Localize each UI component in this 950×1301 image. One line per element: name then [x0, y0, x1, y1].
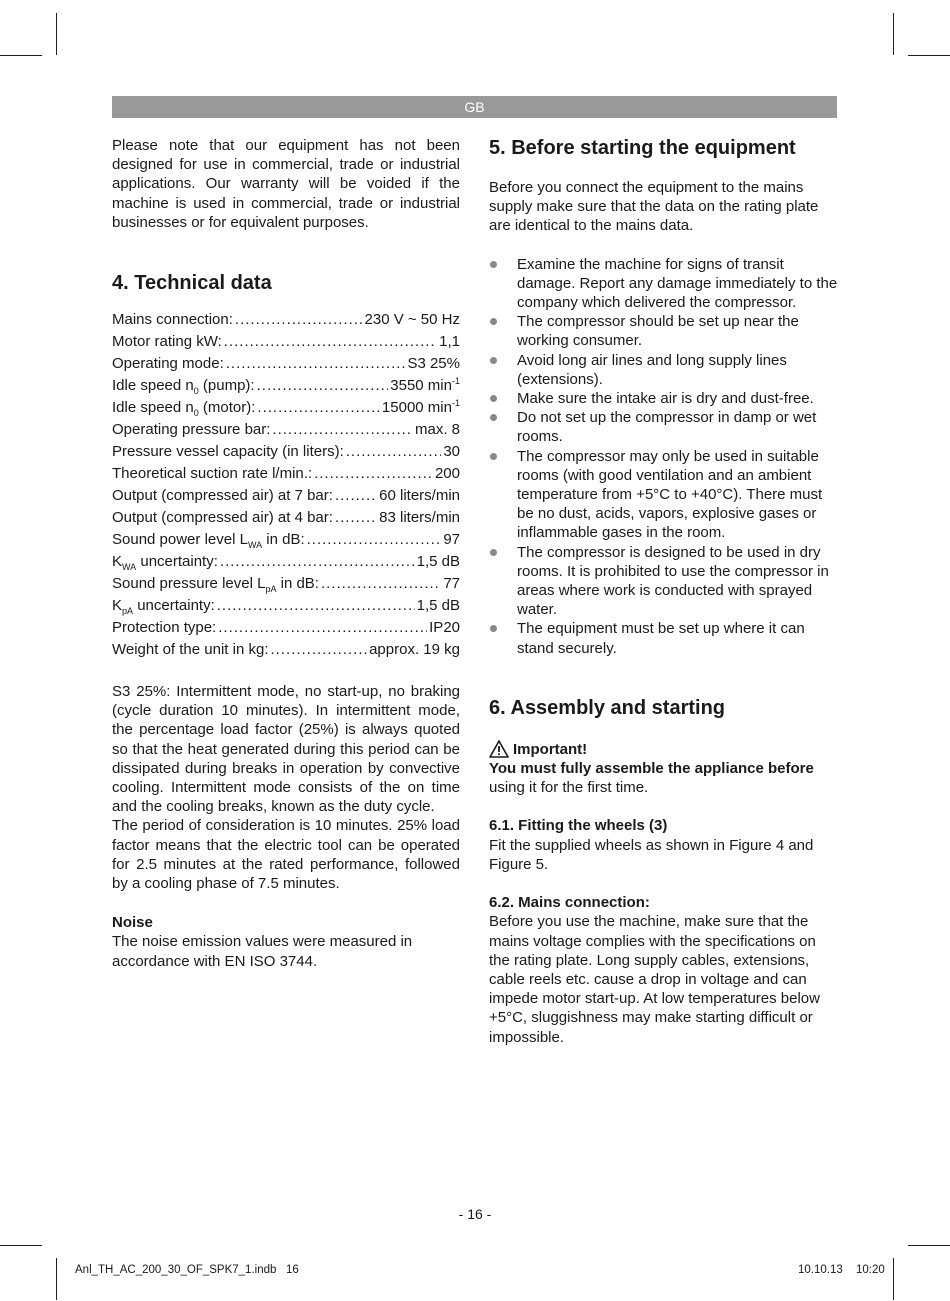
- subsection-6-2-text: Before you use the machine, make sure that the mains voltage complies with the specifications on the rating plate. Long supply cables, extensions, cable reels etc. cause a drop in voltage and can impede motor start-up. At low temperatures below +5°C, sluggishness may make starting difficult or impossible.: [489, 913, 820, 1046]
- label-subscript: pA: [122, 606, 134, 617]
- leader-dots: [335, 485, 377, 507]
- spec-value: 1,5 dB: [416, 597, 460, 615]
- label-text: K: [112, 553, 123, 571]
- label-text: Idle speed n: [112, 399, 194, 417]
- spec-row: [112, 441, 460, 463]
- label-text: Idle speed n: [112, 377, 194, 395]
- spec-value: 97: [443, 531, 460, 549]
- label-subscript: pA: [265, 584, 277, 595]
- list-item: Do not set up the compressor in damp or wet rooms.: [489, 408, 839, 446]
- label-text: Sound pressure level L: [112, 575, 266, 593]
- spec-label: [112, 375, 255, 397]
- leader-dots: [272, 419, 413, 441]
- spec-value: 83 liters/min: [379, 509, 460, 527]
- section-5-intro: Before you connect the equipment to the mains supply make sure that the data on the rating plate are identical to the mains data.: [489, 179, 819, 235]
- spec-row: [112, 551, 460, 573]
- subsection-6-2-title: 6.2. Mains connection:: [489, 894, 650, 912]
- spec-value: 200: [434, 465, 460, 483]
- spec-row: [112, 375, 460, 397]
- spec-value: 30: [443, 443, 460, 461]
- label-text: in dB:: [262, 531, 305, 549]
- crop-mark: [0, 1245, 42, 1246]
- technical-data-table: [112, 309, 460, 661]
- label-text: (pump):: [198, 377, 255, 395]
- subsection-6-1-title: 6.1. Fitting the wheels (3): [489, 817, 668, 835]
- language-header-bar: [112, 96, 837, 118]
- spec-value: IP20: [429, 619, 460, 637]
- crop-mark: [908, 55, 950, 56]
- spec-label: Operating pressure bar:: [112, 421, 271, 439]
- spec-row: [112, 397, 460, 419]
- leader-dots: [217, 595, 415, 617]
- spec-label: Pressure vessel capacity (in liters):: [112, 443, 344, 461]
- precaution-list: [489, 255, 839, 658]
- label-text: (motor):: [198, 399, 256, 417]
- value-superscript: -1: [451, 398, 460, 409]
- spec-value: [382, 397, 460, 419]
- spec-label: Protection type:: [112, 619, 217, 637]
- label-text: Sound power level L: [112, 531, 248, 549]
- leader-dots: [235, 309, 363, 331]
- section-4-title: 4. Technical data: [112, 272, 272, 295]
- spec-label: Output (compressed air) at 4 bar:: [112, 509, 333, 527]
- subsection-6-1-text: Fit the supplied wheels as shown in Figure 4 and Figure 5.: [489, 836, 814, 873]
- leader-dots: [218, 617, 427, 639]
- crop-mark: [56, 13, 57, 55]
- spec-row: [112, 617, 460, 639]
- leader-dots: [346, 441, 442, 463]
- s3-explanation: S3 25%: Intermittent mode, no start-up, no braking (cycle duration 10 minutes). In intermittent mode, the percentage load factor (25%) is always quoted so that the heat generated during this period can be dissipated during breaks in operation by convective cooling. Intermittent mode consists of the on time and the cooling breaks, known as the duty cycle.: [112, 683, 460, 816]
- period-explanation: The period of consideration is 10 minutes. 25% load factor means that the electric tool can be operated for 2.5 minutes at the rated performance, followed by a cooling phase of 7.5 minutes.: [112, 817, 460, 893]
- spec-row: [112, 485, 460, 507]
- spec-row: [112, 507, 460, 529]
- crop-mark: [0, 55, 42, 56]
- noise-title: Noise: [112, 914, 153, 932]
- leader-dots: [226, 353, 406, 375]
- spec-value: 60 liters/min: [379, 487, 460, 505]
- important-text-bold: You must fully assemble the appliance before: [489, 760, 814, 778]
- label-subscript: WA: [122, 562, 137, 573]
- spec-row: [112, 353, 460, 375]
- value-text: 15000 min: [381, 399, 452, 417]
- language-code: GB: [464, 99, 485, 115]
- spec-label: [112, 397, 255, 419]
- crop-mark: [908, 1245, 950, 1246]
- intro-paragraph: Please note that our equipment has not been designed for use in commercial, trade or industrial applications. Our warranty will be voided if the machine is used in commercial, trade or industrial businesses or for equivalent purposes.: [112, 137, 460, 231]
- crop-mark: [893, 1258, 894, 1300]
- important-label: Important!: [513, 740, 588, 758]
- left-column: [112, 136, 460, 971]
- label-text: uncertainty:: [136, 553, 218, 571]
- spec-label: Mains connection:: [112, 311, 233, 329]
- spec-label: Operating mode:: [112, 355, 224, 373]
- spec-value: [390, 375, 460, 397]
- spec-row: [112, 529, 460, 551]
- spec-label: Weight of the unit in kg:: [112, 641, 269, 659]
- spec-label: Motor rating kW:: [112, 333, 222, 351]
- label-subscript: 0: [193, 386, 199, 397]
- spec-label: Theoretical suction rate l/min.:: [112, 465, 313, 483]
- spec-row: [112, 331, 460, 353]
- footer-file-name: Anl_TH_AC_200_30_OF_SPK7_1.indb 16: [75, 1264, 299, 1276]
- spec-row: [112, 639, 460, 661]
- spec-value: 1,1: [439, 333, 460, 351]
- value-text: 3550 min: [390, 377, 452, 395]
- spec-value: 230 V ~ 50 Hz: [364, 311, 460, 329]
- footer-date: 10.10.13: [798, 1264, 843, 1276]
- label-text: in dB:: [276, 575, 319, 593]
- list-item: The compressor is designed to be used in dry rooms. It is prohibited to use the compressor in areas where work is conducted with sprayed water.: [489, 543, 839, 620]
- important-text: using it for the first time.: [489, 779, 649, 797]
- label-text: uncertainty:: [133, 597, 215, 615]
- leader-dots: [270, 639, 367, 661]
- warning-icon: [489, 740, 509, 758]
- spec-row: [112, 309, 460, 331]
- leader-dots: [314, 463, 433, 485]
- spec-row: [112, 463, 460, 485]
- leader-dots: [307, 529, 442, 551]
- noise-text: The noise emission values were measured in accordance with EN ISO 3744.: [112, 933, 413, 970]
- label-text: K: [112, 597, 123, 615]
- leader-dots: [257, 375, 389, 397]
- section-5-title: 5. Before starting the equipment: [489, 137, 796, 159]
- spec-label: [112, 529, 305, 551]
- leader-dots: [257, 397, 380, 419]
- important-heading: [489, 740, 839, 759]
- list-item: The compressor should be set up near the working consumer.: [489, 312, 839, 350]
- label-subscript: WA: [247, 540, 263, 551]
- spec-value: approx. 19 kg: [369, 641, 460, 659]
- leader-dots: [335, 507, 377, 529]
- spec-value: max. 8: [414, 421, 460, 439]
- leader-dots: [220, 551, 415, 573]
- list-item: The compressor may only be used in suitable rooms (with good ventilation and an ambient temperature from +5°C to +40°C). There must be no dust, acids, vapors, explosive gases or inflammable gases in the room.: [489, 447, 839, 543]
- spec-row: [112, 419, 460, 441]
- spec-label: [112, 551, 218, 573]
- leader-dots: [321, 573, 441, 595]
- value-superscript: -1: [451, 376, 460, 387]
- list-item: Make sure the intake air is dry and dust-free.: [489, 389, 839, 408]
- spec-label: [112, 573, 319, 595]
- spec-value: S3 25%: [407, 355, 460, 373]
- spec-value: 1,5 dB: [416, 553, 460, 571]
- right-column: [489, 136, 839, 1047]
- crop-mark: [56, 1258, 57, 1300]
- leader-dots: [224, 331, 437, 353]
- spec-label: Output (compressed air) at 7 bar:: [112, 487, 333, 505]
- section-6-title: 6. Assembly and starting: [489, 696, 725, 719]
- label-subscript: 0: [193, 408, 199, 419]
- page-number: - 16 -: [458, 1206, 492, 1222]
- spec-row: [112, 595, 460, 617]
- spec-row: [112, 573, 460, 595]
- list-item: Avoid long air lines and long supply lines (extensions).: [489, 351, 839, 389]
- spec-value: 77: [443, 575, 460, 593]
- spec-label: [112, 595, 215, 617]
- crop-mark: [893, 13, 894, 55]
- list-item: The equipment must be set up where it can stand securely.: [489, 619, 839, 657]
- list-item: Examine the machine for signs of transit damage. Report any damage immediately to the company which delivered the compressor.: [489, 255, 839, 313]
- footer-time: 10:20: [856, 1264, 885, 1276]
